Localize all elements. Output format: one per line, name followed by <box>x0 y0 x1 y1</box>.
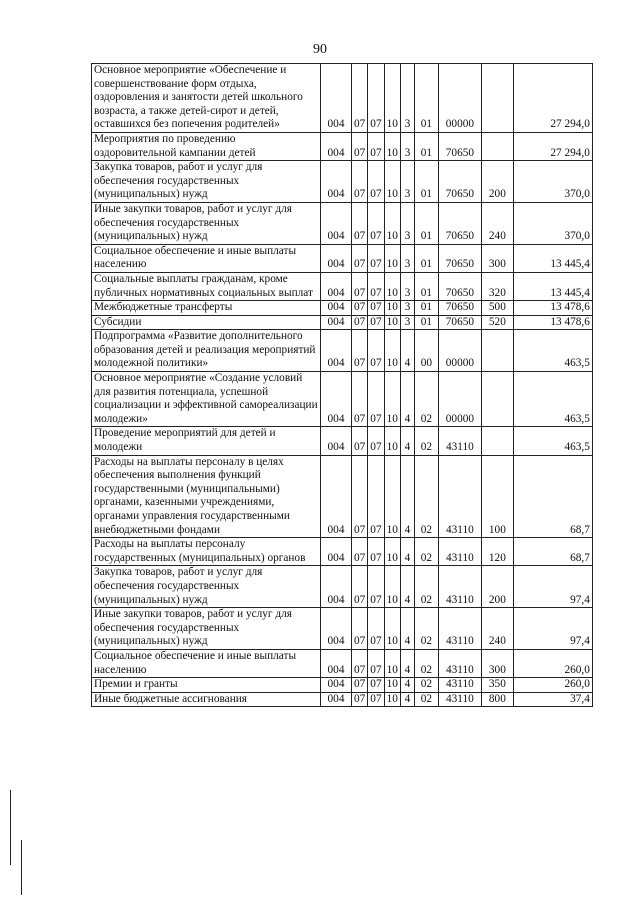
col-direction: 70650 <box>438 202 481 244</box>
col-program: 10 <box>384 301 400 316</box>
row-name: Подпрограмма «Развитие дополнительного образования детей и реализация мероприятий молодежной политики» <box>92 330 321 372</box>
col-event: 02 <box>414 427 438 455</box>
col-subprogram: 4 <box>400 455 414 538</box>
col-program: 10 <box>384 455 400 538</box>
col-pr: 07 <box>368 202 384 244</box>
col-program: 10 <box>384 315 400 330</box>
col-rz: 07 <box>352 678 368 693</box>
row-amount: 97,4 <box>513 608 592 650</box>
col-rz: 07 <box>352 161 368 203</box>
col-expense-type: 120 <box>481 538 513 566</box>
col-subprogram: 4 <box>400 649 414 677</box>
col-subprogram: 4 <box>400 678 414 693</box>
col-ved: 004 <box>321 330 352 372</box>
col-rz: 07 <box>352 244 368 272</box>
col-pr: 07 <box>368 678 384 693</box>
col-rz: 07 <box>352 301 368 316</box>
table-row <box>92 427 593 455</box>
col-expense-type: 300 <box>481 244 513 272</box>
margin-line <box>21 840 22 895</box>
row-name: Социальные выплаты гражданам, кроме публичных нормативных социальных выплат <box>92 272 321 300</box>
col-expense-type <box>481 330 513 372</box>
col-rz: 07 <box>352 538 368 566</box>
row-amount: 37,4 <box>513 692 592 707</box>
col-ved: 004 <box>321 538 352 566</box>
col-program: 10 <box>384 372 400 427</box>
table-row <box>92 301 593 316</box>
col-ved: 004 <box>321 272 352 300</box>
col-event: 02 <box>414 678 438 693</box>
col-ved: 004 <box>321 427 352 455</box>
col-program: 10 <box>384 692 400 707</box>
col-subprogram: 3 <box>400 244 414 272</box>
table-row <box>92 330 593 372</box>
col-direction: 43110 <box>438 608 481 650</box>
col-rz: 07 <box>352 649 368 677</box>
col-event: 01 <box>414 301 438 316</box>
row-name: Основное мероприятие «Создание условий для развития потенциала, успешной социализации и эффективной самореализации молодежи» <box>92 372 321 427</box>
col-pr: 07 <box>368 64 384 133</box>
row-name: Социальное обеспечение и иные выплаты населению <box>92 244 321 272</box>
col-expense-type <box>481 132 513 160</box>
table-row <box>92 161 593 203</box>
col-ved: 004 <box>321 315 352 330</box>
col-subprogram: 4 <box>400 566 414 608</box>
col-event: 02 <box>414 372 438 427</box>
col-pr: 07 <box>368 301 384 316</box>
row-name: Иные закупки товаров, работ и услуг для обеспечения государственных (муниципальных) нужд <box>92 202 321 244</box>
row-amount: 260,0 <box>513 678 592 693</box>
col-rz: 07 <box>352 202 368 244</box>
table-row <box>92 244 593 272</box>
col-direction: 43110 <box>438 649 481 677</box>
col-direction: 70650 <box>438 132 481 160</box>
col-program: 10 <box>384 649 400 677</box>
table-row <box>92 315 593 330</box>
col-expense-type: 320 <box>481 272 513 300</box>
col-direction: 43110 <box>438 427 481 455</box>
col-rz: 07 <box>352 272 368 300</box>
col-program: 10 <box>384 161 400 203</box>
row-amount: 463,5 <box>513 330 592 372</box>
col-direction: 43110 <box>438 678 481 693</box>
col-ved: 004 <box>321 202 352 244</box>
col-pr: 07 <box>368 455 384 538</box>
col-subprogram: 3 <box>400 301 414 316</box>
row-amount: 13 478,6 <box>513 315 592 330</box>
col-ved: 004 <box>321 566 352 608</box>
row-amount: 27 294,0 <box>513 132 592 160</box>
col-rz: 07 <box>352 692 368 707</box>
col-ved: 004 <box>321 608 352 650</box>
col-pr: 07 <box>368 566 384 608</box>
col-subprogram: 3 <box>400 132 414 160</box>
col-event: 01 <box>414 272 438 300</box>
col-rz: 07 <box>352 315 368 330</box>
col-pr: 07 <box>368 330 384 372</box>
budget-table <box>91 63 593 707</box>
col-program: 10 <box>384 244 400 272</box>
col-event: 02 <box>414 538 438 566</box>
col-subprogram: 3 <box>400 64 414 133</box>
row-amount: 370,0 <box>513 161 592 203</box>
col-ved: 004 <box>321 455 352 538</box>
col-subprogram: 3 <box>400 161 414 203</box>
col-event: 01 <box>414 64 438 133</box>
col-rz: 07 <box>352 330 368 372</box>
row-amount: 13 445,4 <box>513 244 592 272</box>
col-ved: 004 <box>321 649 352 677</box>
row-name: Закупка товаров, работ и услуг для обеспечения государственных (муниципальных) нужд <box>92 566 321 608</box>
row-amount: 260,0 <box>513 649 592 677</box>
table-row <box>92 372 593 427</box>
row-name: Субсидии <box>92 315 321 330</box>
col-pr: 07 <box>368 427 384 455</box>
col-direction: 00000 <box>438 372 481 427</box>
col-expense-type: 300 <box>481 649 513 677</box>
col-direction: 43110 <box>438 566 481 608</box>
col-expense-type: 200 <box>481 566 513 608</box>
col-expense-type <box>481 64 513 133</box>
col-pr: 07 <box>368 608 384 650</box>
col-ved: 004 <box>321 244 352 272</box>
col-ved: 004 <box>321 301 352 316</box>
col-event: 02 <box>414 649 438 677</box>
row-name: Закупка товаров, работ и услуг для обеспечения государственных (муниципальных) нужд <box>92 161 321 203</box>
row-amount: 13 445,4 <box>513 272 592 300</box>
col-ved: 004 <box>321 692 352 707</box>
col-pr: 07 <box>368 372 384 427</box>
row-name: Расходы на выплаты персоналу в целях обеспечения выполнения функций государственными (муниципальными) органами, казенными учреждениями, органами управления государственными внебюджетными фондами <box>92 455 321 538</box>
col-program: 10 <box>384 608 400 650</box>
row-name: Проведение мероприятий для детей и молодежи <box>92 427 321 455</box>
col-event: 01 <box>414 132 438 160</box>
col-event: 01 <box>414 161 438 203</box>
row-name: Иные закупки товаров, работ и услуг для обеспечения государственных (муниципальных) нужд <box>92 608 321 650</box>
row-name: Иные бюджетные ассигнования <box>92 692 321 707</box>
col-event: 00 <box>414 330 438 372</box>
col-ved: 004 <box>321 678 352 693</box>
table-row <box>92 132 593 160</box>
row-amount: 68,7 <box>513 455 592 538</box>
col-event: 01 <box>414 202 438 244</box>
col-expense-type: 350 <box>481 678 513 693</box>
row-amount: 463,5 <box>513 372 592 427</box>
table-row <box>92 649 593 677</box>
margin-line <box>10 790 11 865</box>
col-program: 10 <box>384 132 400 160</box>
row-name: Мероприятия по проведению оздоровительной кампании детей <box>92 132 321 160</box>
col-direction: 70650 <box>438 272 481 300</box>
col-ved: 004 <box>321 64 352 133</box>
col-rz: 07 <box>352 608 368 650</box>
table-row <box>92 272 593 300</box>
col-direction: 43110 <box>438 455 481 538</box>
col-rz: 07 <box>352 64 368 133</box>
col-expense-type: 240 <box>481 202 513 244</box>
col-subprogram: 3 <box>400 272 414 300</box>
col-rz: 07 <box>352 427 368 455</box>
col-event: 01 <box>414 315 438 330</box>
col-event: 02 <box>414 455 438 538</box>
row-amount: 13 478,6 <box>513 301 592 316</box>
col-ved: 004 <box>321 132 352 160</box>
col-expense-type <box>481 427 513 455</box>
col-event: 02 <box>414 566 438 608</box>
col-pr: 07 <box>368 649 384 677</box>
col-program: 10 <box>384 64 400 133</box>
row-amount: 463,5 <box>513 427 592 455</box>
col-expense-type: 200 <box>481 161 513 203</box>
table-row <box>92 566 593 608</box>
row-name: Основное мероприятие «Обеспечение и совершенствование форм отдыха, оздоровления и занятости детей школьного возраста, а также детей-сирот и детей, оставшихся без попечения родителей» <box>92 64 321 133</box>
col-expense-type: 240 <box>481 608 513 650</box>
col-subprogram: 4 <box>400 372 414 427</box>
col-direction: 43110 <box>438 692 481 707</box>
col-expense-type: 520 <box>481 315 513 330</box>
col-pr: 07 <box>368 315 384 330</box>
row-name: Межбюджетные трансферты <box>92 301 321 316</box>
col-direction: 70650 <box>438 301 481 316</box>
table-row <box>92 64 593 133</box>
col-subprogram: 4 <box>400 330 414 372</box>
table-row <box>92 202 593 244</box>
row-name: Премии и гранты <box>92 678 321 693</box>
col-event: 02 <box>414 692 438 707</box>
row-amount: 68,7 <box>513 538 592 566</box>
col-program: 10 <box>384 538 400 566</box>
col-rz: 07 <box>352 566 368 608</box>
col-pr: 07 <box>368 161 384 203</box>
col-subprogram: 3 <box>400 202 414 244</box>
col-program: 10 <box>384 427 400 455</box>
table-row <box>92 608 593 650</box>
col-direction: 43110 <box>438 538 481 566</box>
col-pr: 07 <box>368 272 384 300</box>
table-body <box>92 64 593 707</box>
col-rz: 07 <box>352 455 368 538</box>
table-row <box>92 455 593 538</box>
row-name: Расходы на выплаты персоналу государственных (муниципальных) органов <box>92 538 321 566</box>
col-subprogram: 4 <box>400 692 414 707</box>
row-amount: 27 294,0 <box>513 64 592 133</box>
col-ved: 004 <box>321 372 352 427</box>
col-rz: 07 <box>352 372 368 427</box>
col-expense-type: 100 <box>481 455 513 538</box>
table-row <box>92 538 593 566</box>
col-expense-type: 800 <box>481 692 513 707</box>
col-direction: 70650 <box>438 315 481 330</box>
col-subprogram: 3 <box>400 315 414 330</box>
col-rz: 07 <box>352 132 368 160</box>
col-subprogram: 4 <box>400 538 414 566</box>
col-event: 01 <box>414 244 438 272</box>
col-direction: 00000 <box>438 330 481 372</box>
col-event: 02 <box>414 608 438 650</box>
row-name: Социальное обеспечение и иные выплаты населению <box>92 649 321 677</box>
page-number: 90 <box>313 42 327 57</box>
col-direction: 00000 <box>438 64 481 133</box>
col-pr: 07 <box>368 692 384 707</box>
col-program: 10 <box>384 202 400 244</box>
col-expense-type <box>481 372 513 427</box>
col-pr: 07 <box>368 244 384 272</box>
col-subprogram: 4 <box>400 608 414 650</box>
col-pr: 07 <box>368 132 384 160</box>
table-row <box>92 678 593 693</box>
col-program: 10 <box>384 678 400 693</box>
col-direction: 70650 <box>438 244 481 272</box>
col-program: 10 <box>384 330 400 372</box>
col-expense-type: 500 <box>481 301 513 316</box>
col-ved: 004 <box>321 161 352 203</box>
col-program: 10 <box>384 272 400 300</box>
col-subprogram: 4 <box>400 427 414 455</box>
col-pr: 07 <box>368 538 384 566</box>
row-amount: 370,0 <box>513 202 592 244</box>
col-program: 10 <box>384 566 400 608</box>
row-amount: 97,4 <box>513 566 592 608</box>
table-row <box>92 692 593 707</box>
col-direction: 70650 <box>438 161 481 203</box>
